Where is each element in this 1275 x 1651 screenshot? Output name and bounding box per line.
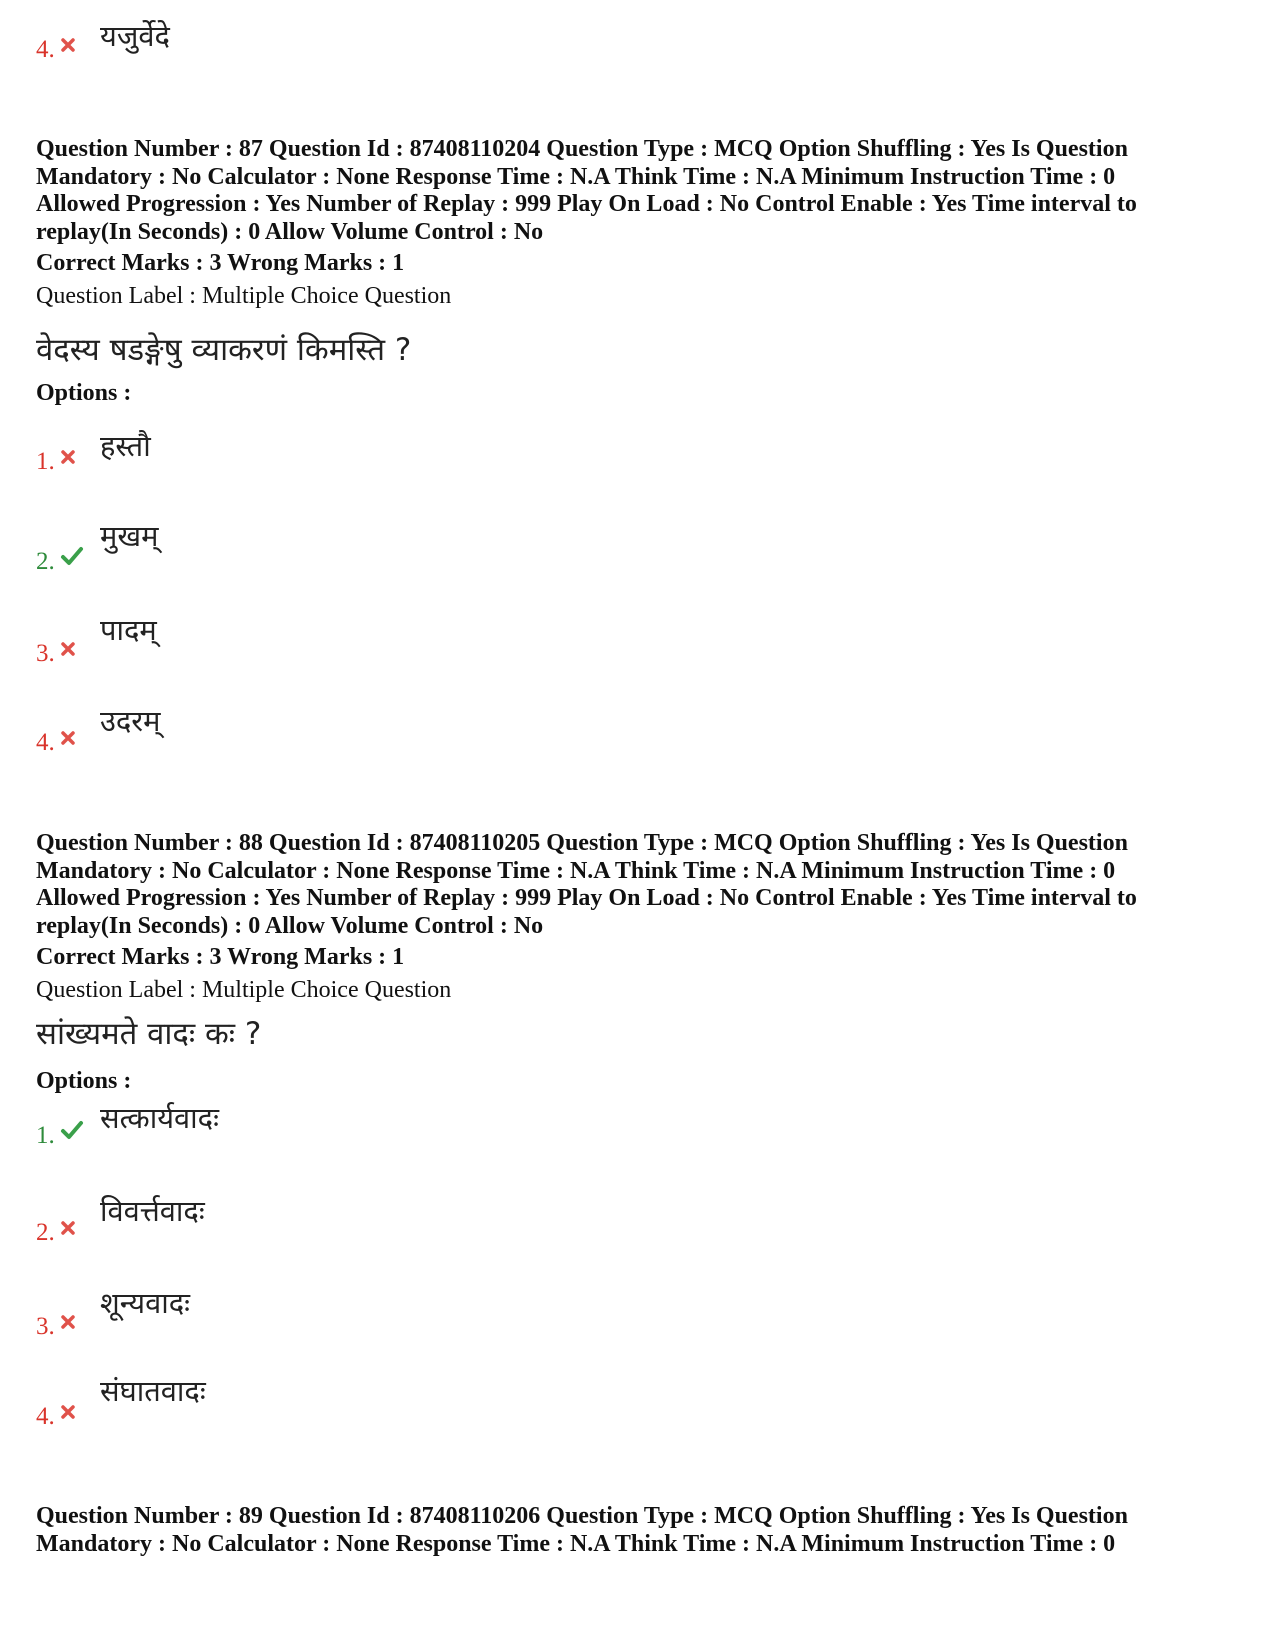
option-text: मुखम् xyxy=(100,519,159,553)
meta-line: Question Number : 87 Question Id : 87408110204 Question Type : MCQ Option Shuffling : Yes Is Question xyxy=(36,136,1128,162)
options-heading: Options : xyxy=(36,1068,132,1094)
question-text: सांख्यमते वादः कः ? xyxy=(36,1016,262,1052)
cross-icon xyxy=(60,449,84,473)
meta-line: Mandatory : No Calculator : None Response Time : N.A Think Time : N.A Minimum Instruction Time : 0 xyxy=(36,857,1116,884)
check-icon xyxy=(60,545,84,569)
option-number: 1. xyxy=(36,1122,55,1149)
meta-line: replay(In Seconds) : 0 Allow Volume Control : No xyxy=(36,218,544,245)
meta-line: Mandatory : No Calculator : None Response Time : N.A Think Time : N.A Minimum Instruction Time : 0 xyxy=(36,163,1116,190)
option-item xyxy=(36,429,636,494)
meta-line: Question Number : 88 Question Id : 87408110205 Question Type : MCQ Option Shuffling : Yes Is Question xyxy=(36,830,1128,856)
cross-icon xyxy=(60,1220,84,1244)
option-number: 2. xyxy=(36,548,55,575)
option-item xyxy=(36,1286,636,1359)
cross-icon xyxy=(60,730,84,754)
option-number: 2. xyxy=(36,1219,55,1246)
meta-line: Allowed Progression : Yes Number of Replay : 999 Play On Load : No Control Enable : Yes Time interval to xyxy=(36,885,1137,911)
meta-line: Allowed Progression : Yes Number of Replay : 999 Play On Load : No Control Enable : Yes Time interval to xyxy=(36,191,1137,217)
question-meta xyxy=(36,830,1236,940)
option-text: यजुर्वेदे xyxy=(100,19,170,53)
option-item xyxy=(36,19,636,82)
option-text: संघातवादः xyxy=(100,1374,206,1408)
cross-icon xyxy=(60,1404,84,1428)
cross-icon xyxy=(60,37,84,61)
check-icon xyxy=(60,1119,84,1143)
option-text: उदरम् xyxy=(100,704,161,738)
option-item xyxy=(36,1101,636,1168)
option-text: हस्तौ xyxy=(100,429,151,463)
question-label: Question Label : Multiple Choice Question xyxy=(36,977,452,1003)
cross-icon xyxy=(60,1314,84,1338)
option-item xyxy=(36,519,636,594)
option-number: 3. xyxy=(36,640,55,667)
option-number: 4. xyxy=(36,1403,55,1430)
option-number: 3. xyxy=(36,1313,55,1340)
option-item xyxy=(36,1374,636,1449)
marks-line: Correct Marks : 3 Wrong Marks : 1 xyxy=(36,944,405,970)
marks-line: Correct Marks : 3 Wrong Marks : 1 xyxy=(36,250,405,276)
question-label: Question Label : Multiple Choice Question xyxy=(36,283,452,309)
meta-line: replay(In Seconds) : 0 Allow Volume Control : No xyxy=(36,912,544,939)
option-text: पादम् xyxy=(100,613,157,647)
option-text: विवर्त्तवादः xyxy=(100,1194,205,1228)
question-meta xyxy=(36,1503,1236,1558)
question-text: वेदस्य षडङ्गेषु व्याकरणं किमस्ति ? xyxy=(36,332,412,368)
option-number: 1. xyxy=(36,448,55,475)
option-item xyxy=(36,704,636,775)
option-item xyxy=(36,1194,636,1265)
meta-line: Question Number : 89 Question Id : 87408110206 Question Type : MCQ Option Shuffling : Yes Is Question xyxy=(36,1503,1128,1529)
option-text: सत्कार्यवादः xyxy=(100,1101,219,1135)
option-number: 4. xyxy=(36,36,55,63)
option-text: शून्यवादः xyxy=(100,1286,190,1320)
options-heading: Options : xyxy=(36,380,132,406)
cross-icon xyxy=(60,641,84,665)
option-number: 4. xyxy=(36,729,55,756)
option-item xyxy=(36,613,636,686)
meta-line: Mandatory : No Calculator : None Response Time : N.A Think Time : N.A Minimum Instruction Time : 0 xyxy=(36,1530,1116,1557)
question-meta xyxy=(36,136,1236,246)
